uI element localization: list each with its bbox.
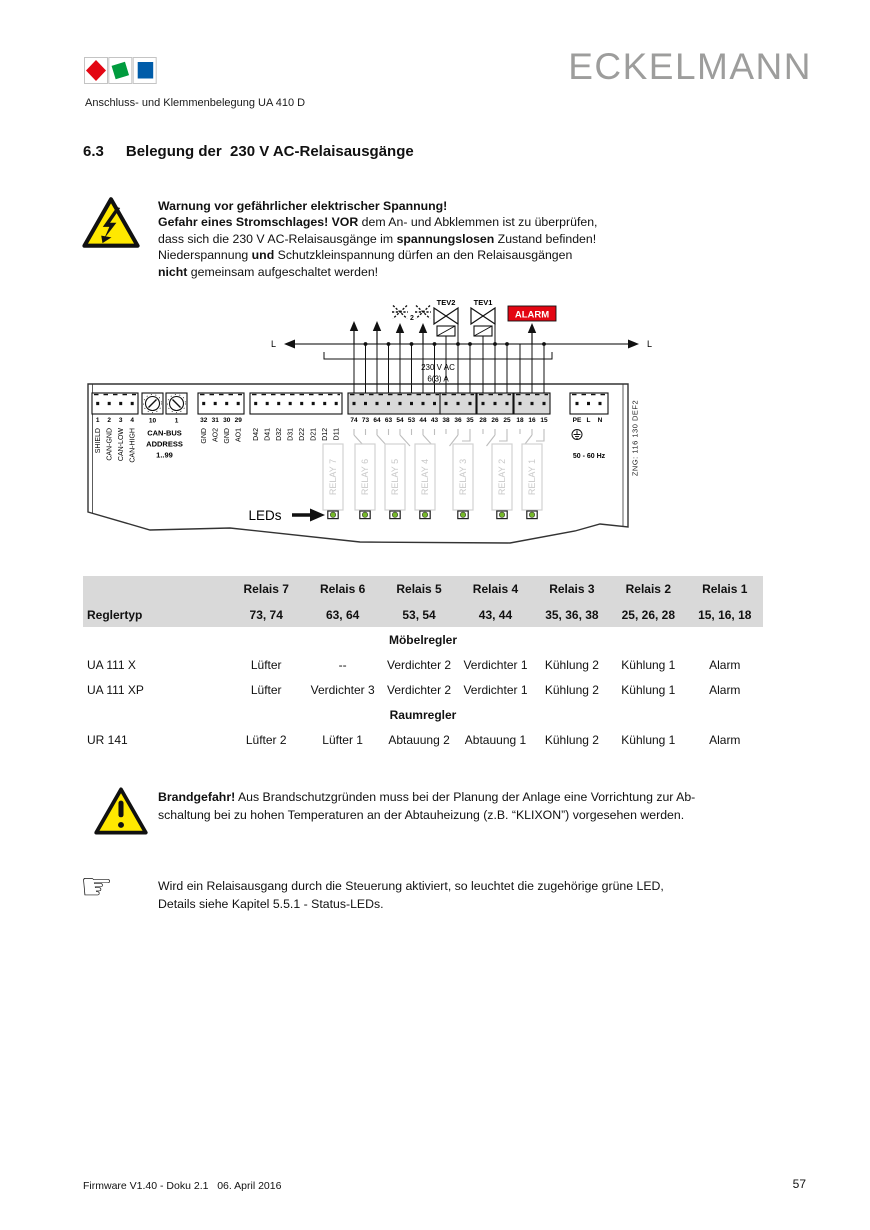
col-header: Relais 2 — [610, 576, 686, 602]
terminal-number: 73 — [361, 417, 370, 424]
relay-name: RELAY 2 — [497, 458, 507, 496]
terminal-number: 43 — [430, 417, 439, 424]
relay-name: RELAY 3 — [458, 458, 468, 496]
terminal-label: D21 — [310, 428, 318, 441]
terminal-cell: 53, 54 — [381, 602, 457, 627]
terminal-number: 2 — [107, 417, 112, 424]
terminal-number: 38 — [442, 417, 450, 424]
col-header: Relais 5 — [381, 576, 457, 602]
terminal-cell: 73, 74 — [228, 602, 304, 627]
terminal-label: D31 — [287, 428, 295, 441]
col-header: Relais 7 — [228, 576, 304, 602]
terminal-number: 25 — [503, 417, 511, 424]
terminal-label: N — [597, 417, 603, 424]
col-header: Relais 3 — [534, 576, 610, 602]
relay-name: RELAY 4 — [420, 458, 430, 496]
section-row — [83, 702, 763, 727]
relay-name: RELAY 1 — [527, 458, 537, 496]
terminal-label: PE — [572, 417, 582, 424]
terminal-number: 32 — [200, 417, 208, 424]
rotary-tens-label: 10 — [148, 417, 157, 425]
terminal-number: 16 — [528, 417, 536, 424]
voltage-bracket — [324, 352, 552, 384]
load-arrows — [350, 321, 381, 344]
terminal-number: 4 — [130, 417, 135, 424]
tev1-label: TEV1 — [473, 298, 493, 307]
rotary-ones-label: 1 — [174, 417, 179, 425]
terminal-label: SHIELD — [95, 428, 102, 454]
terminal-number: 31 — [211, 417, 219, 424]
terminal-label: D42 — [253, 428, 260, 441]
phase-bus — [271, 339, 652, 349]
terminal-label: D41 — [264, 428, 272, 441]
canbus-caption: CAN-BUS — [147, 428, 182, 438]
terminal-number: 74 — [350, 417, 358, 424]
table-row: UA 111 XP Lüfter Verdichter 3 Verdichter 2 Verdichter 1 Kühlung 2 Kühlung 1 Alarm — [83, 677, 763, 702]
terminal-number: 54 — [396, 417, 404, 424]
canbus-caption: ADDRESS — [146, 439, 183, 449]
warning-title: Warnung vor gefährlicher elektrischer Spannung! — [158, 199, 448, 213]
terminal-label: CAN-LOW — [118, 428, 125, 462]
terminal-label: CAN-GND — [106, 428, 114, 461]
terminal-number: 30 — [223, 417, 231, 424]
terminal-label: D11 — [333, 428, 341, 441]
terminal-cell: 43, 44 — [457, 602, 533, 627]
terminal-number: 64 — [373, 417, 381, 424]
section-number: 6.3 — [83, 143, 104, 160]
fire-warning-text: Brandgefahr! Aus Brandschutzgründen muss bei der Planung der Anlage eine Vorrichtung zur Ab- schaltung bei zu hohen Temperaturen an der Abtauheizung (z.B. “KLIXON”) vorgesehen werden. — [158, 790, 696, 822]
exclamation-icon — [118, 801, 123, 818]
terminal-number: 15 — [540, 417, 548, 424]
section-heading — [83, 143, 414, 160]
table-row: UR 141 Lüfter 2 Lüfter 1 Abtauung 2 Abtauung 1 Kühlung 2 Kühlung 1 Alarm — [83, 727, 763, 752]
terminal-number: 1 — [95, 417, 100, 424]
terminal-number: 63 — [384, 417, 393, 424]
page-number: 57 — [792, 1177, 806, 1191]
col-header: Relais 1 — [687, 576, 763, 602]
terminal-number: 28 — [479, 417, 487, 424]
terminal-cell: 63, 64 — [304, 602, 380, 627]
terminal-label: L — [586, 417, 591, 424]
eckelmann-logo — [84, 57, 157, 84]
bus-label-left: L — [270, 339, 276, 349]
defrost-2-label: 2 — [410, 315, 414, 322]
terminal-label: D32 — [276, 428, 283, 441]
terminal-number: 35 — [466, 417, 474, 424]
tev1-valve — [471, 298, 495, 393]
leds-label: LEDs — [248, 508, 282, 523]
footer-version: Firmware V1.40 - Doku 2.1 06. April 2016 — [83, 1180, 282, 1192]
pointing-hand-icon: ☞ — [80, 866, 114, 907]
relay-name: RELAY 7 — [328, 458, 338, 496]
alarm-badge — [508, 306, 556, 344]
electric-warning-text: Warnung vor gefährlicher elektrischer Spannung! Gefahr eines Stromschlages! VOR dem An- und Abklemmen ist zu überprüfen, dass sich die 230 V AC-Relaisausgänge im spannungslosen Zustand befinden! Niederspannung und Schutzkleinspannung dürfen an den Relaisausgängen nicht gemeinsam aufgeschaltet werden! — [158, 199, 598, 279]
terminal-cell: 15, 16, 18 — [687, 602, 763, 627]
terminal-number: 36 — [454, 417, 462, 424]
frequency-label: 50 - 60 Hz — [572, 453, 606, 460]
terminal-label: GND — [224, 428, 231, 444]
relay-name: RELAY 6 — [360, 458, 370, 496]
controller-type: UR 141 — [87, 732, 128, 747]
row-header: Reglertyp — [83, 602, 228, 627]
defrost-symbol-2 — [392, 306, 414, 345]
canbus-caption: 1..99 — [156, 450, 173, 460]
terminal-cell: 25, 26, 28 — [610, 602, 686, 627]
terminal-label: GND — [201, 428, 208, 444]
alarm-label: ALARM — [514, 309, 550, 321]
relay2-terminal-block — [477, 393, 513, 424]
terminal-number: 29 — [234, 417, 242, 424]
voltage-label: 230 V AC — [421, 363, 455, 372]
drawing-number: ZNG: 116 130 DEF2 — [630, 399, 640, 477]
wiring-diagram — [80, 298, 680, 550]
controller-type: UA 111 XP — [87, 682, 144, 697]
section-name: Möbelregler — [388, 632, 457, 647]
fire-warning-icon — [94, 786, 148, 836]
relay3-terminal-block — [440, 393, 476, 424]
table-terminal-row — [83, 602, 763, 627]
note-text: Wird ein Relaisausgang durch die Steuerung aktiviert, so leuchtet die zugehörige grüne LED, Details siehe Kapitel 5.5.1 - Status-LEDs. — [158, 879, 664, 911]
brand-wordmark: ECKELMANN — [568, 46, 812, 87]
terminal-label: D22 — [299, 428, 306, 441]
section-title: Belegung der 230 V AC-Relaisausgänge — [125, 143, 414, 160]
terminal-number: 44 — [419, 417, 427, 424]
terminal-label: AO1 — [235, 428, 243, 443]
terminal-number: 26 — [491, 417, 499, 424]
section-row — [83, 627, 763, 652]
relay-boxes — [323, 444, 542, 510]
controller-type: UA 111 X — [87, 657, 136, 672]
current-label: 6(3) A — [427, 374, 449, 384]
terminal-label: AO2 — [212, 428, 220, 443]
table-header-row — [83, 576, 763, 602]
col-header: Relais 6 — [304, 576, 380, 602]
relay-assignment-table — [83, 576, 763, 752]
col-header: Relais 4 — [457, 576, 533, 602]
section-name: Raumregler — [389, 707, 457, 722]
terminal-number: 18 — [516, 417, 524, 424]
tev2-label: TEV2 — [436, 298, 456, 307]
terminal-number: 53 — [407, 417, 416, 424]
terminal-label: CAN-HIGH — [129, 428, 137, 463]
terminal-cell: 35, 36, 38 — [534, 602, 610, 627]
relay1-terminal-block — [514, 393, 550, 424]
document-subtitle: Anschluss- und Klemmenbelegung UA 410 D — [85, 97, 306, 109]
bus-label-right: L — [647, 339, 653, 349]
terminal-label: D12 — [322, 428, 329, 441]
table-row: UA 111 X Lüfter -- Verdichter 2 Verdichter 1 Kühlung 2 Kühlung 1 Alarm — [83, 652, 763, 677]
logo-blue-square — [138, 62, 154, 79]
terminal-number: 3 — [118, 417, 123, 424]
electric-warning-icon — [82, 196, 140, 249]
relay-name: RELAY 5 — [390, 458, 400, 496]
